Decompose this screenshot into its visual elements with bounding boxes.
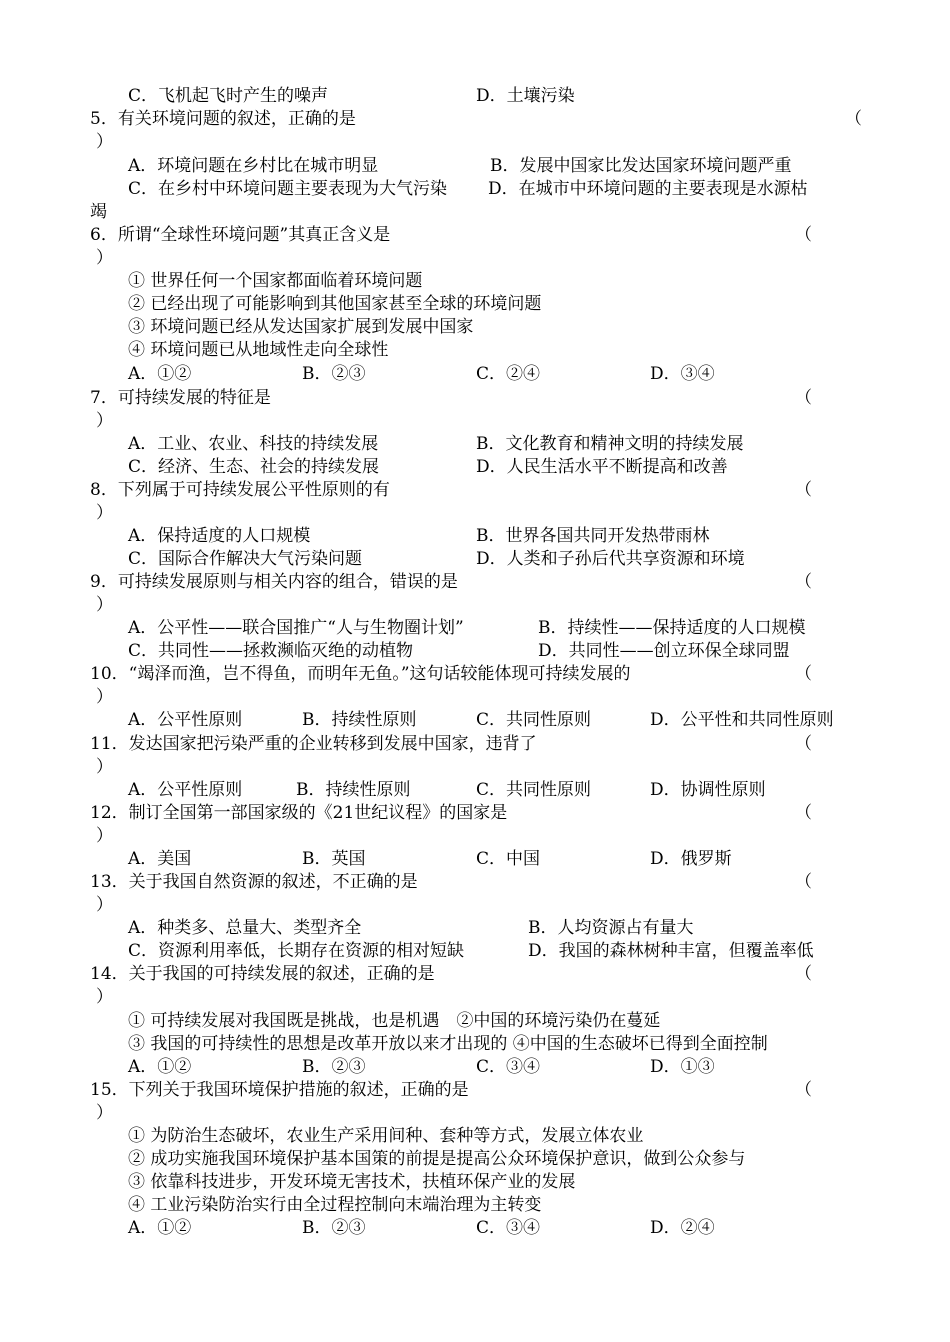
q15-option-b: B．②③ (302, 1218, 366, 1238)
q11-paren-close: ） (96, 757, 113, 777)
q6-paren-close: ） (96, 248, 113, 268)
q13-option-b: B．人均资源占有量大 (528, 918, 694, 938)
q8-option-b: B．世界各国共同开发热带雨林 (476, 526, 710, 546)
q15-paren-open: （ (795, 1080, 812, 1100)
q15-item: ② 成功实施我国环境保护基本国策的前提是提高公众环境保护意识，做到公众参与 (128, 1149, 746, 1169)
q12-paren-close: ） (96, 826, 113, 846)
q6-stem: 6．所谓“全球性环境问题”其真正含义是 (90, 225, 391, 245)
q10-paren-open: （ (795, 664, 812, 684)
q10-option-b: B．持续性原则 (302, 710, 417, 730)
q13-paren-close: ） (96, 895, 113, 915)
q8-option-a: A．保持适度的人口规模 (128, 526, 311, 546)
q14-option-a: A．①② (128, 1057, 192, 1077)
q8-option-d: D．人类和子孙后代共享资源和环境 (476, 549, 745, 569)
q12-option-b: B．英国 (302, 849, 366, 869)
q13-paren-open: （ (795, 872, 812, 892)
q15-item: ③ 依靠科技进步，开发环境无害技术，扶植环保产业的发展 (128, 1172, 576, 1192)
q11-option-d: D．协调性原则 (650, 780, 766, 800)
q12-paren-open: （ (795, 803, 812, 823)
q12-option-c: C．中国 (476, 849, 541, 869)
q8-option-c: C．国际合作解决大气污染问题 (128, 549, 363, 569)
q6-item: ③ 环境问题已经从发达国家扩展到发展中国家 (128, 317, 474, 337)
q15-item: ① 为防治生态破坏，农业生产采用间种、套种等方式，发展立体农业 (128, 1126, 644, 1146)
q9-option-d: D．共同性——创立环保全球同盟 (538, 641, 790, 661)
q6-option-a: A．①② (128, 364, 192, 384)
q10-paren-close: ） (96, 687, 113, 707)
q6-paren-open: （ (795, 225, 812, 245)
q15-item: ④ 工业污染防治实行由全过程控制向末端治理为主转变 (128, 1195, 542, 1215)
q14-option-d: D．①③ (650, 1057, 715, 1077)
q14-option-c: C．③④ (476, 1057, 541, 1077)
q10-option-a: A．公平性原则 (128, 710, 243, 730)
q14-stem: 14．关于我国的可持续发展的叙述，正确的是 (90, 964, 435, 984)
q11-paren-open: （ (795, 734, 812, 754)
q5-stem: 5．有关环境问题的叙述，正确的是 (90, 109, 356, 129)
q7-option-b: B．文化教育和精神文明的持续发展 (476, 434, 744, 454)
q7-stem: 7．可持续发展的特征是 (90, 388, 271, 408)
q6-item: ④ 环境问题已从地域性走向全球性 (128, 340, 389, 360)
q8-paren-close: ） (96, 503, 113, 523)
q12-stem: 12．制订全国第一部国家级的《21世纪议程》的国家是 (90, 803, 508, 823)
q10-option-d: D．公平性和共同性原则 (650, 710, 834, 730)
q6-option-c: C．②④ (476, 364, 541, 384)
q14-option-b: B．②③ (302, 1057, 366, 1077)
q12-option-d: D．俄罗斯 (650, 849, 732, 869)
q8-paren-open: （ (795, 480, 812, 500)
q6-option-b: B．②③ (302, 364, 366, 384)
q13-stem: 13．关于我国自然资源的叙述，不正确的是 (90, 872, 418, 892)
q10-option-c: C．共同性原则 (476, 710, 592, 730)
q14-item: ① 可持续发展对我国既是挑战，也是机遇 ②中国的环境污染仍在蔓延 (128, 1011, 661, 1031)
q7-paren-open: （ (795, 388, 812, 408)
q15-paren-close: ） (96, 1103, 113, 1123)
q7-option-a: A．工业、农业、科技的持续发展 (128, 434, 379, 454)
q9-option-b: B．持续性——保持适度的人口规模 (538, 618, 806, 638)
q7-paren-close: ） (96, 411, 113, 431)
q9-paren-close: ） (96, 595, 113, 615)
q10-stem: 10．“竭泽而渔，岂不得鱼，而明年无鱼。”这句话较能体现可持续发展的 (90, 664, 631, 684)
q14-paren-close: ） (96, 987, 113, 1007)
q7-option-d: D．人民生活水平不断提高和改善 (476, 457, 728, 477)
q8-stem: 8．下列属于可持续发展公平性原则的有 (90, 480, 390, 500)
q4-option-d: D．土壤污染 (476, 86, 575, 106)
q6-item: ② 已经出现了可能影响到其他国家甚至全球的环境问题 (128, 294, 542, 314)
q5-option-d: D．在城市中环境问题的主要表现是水源枯 (488, 179, 808, 199)
q15-option-a: A．①② (128, 1218, 192, 1238)
q15-option-d: D．②④ (650, 1218, 715, 1238)
q5-paren-open: （ (845, 109, 862, 129)
q4-option-c: C．飞机起飞时产生的噪声 (128, 86, 329, 106)
q9-paren-open: （ (795, 572, 812, 592)
q9-option-c: C．共同性——拯救濒临灭绝的动植物 (128, 641, 414, 661)
q15-option-c: C．③④ (476, 1218, 541, 1238)
q7-option-c: C．经济、生态、社会的持续发展 (128, 457, 380, 477)
q14-paren-open: （ (795, 964, 812, 984)
q5-option-d-wrap: 竭 (90, 202, 107, 222)
q14-item: ③ 我国的可持续性的思想是改革开放以来才出现的 ④中国的生态破坏已得到全面控制 (128, 1034, 768, 1054)
q9-option-a: A．公平性——联合国推广“人与生物圈计划” (128, 618, 464, 638)
q5-option-b: B．发展中国家比发达国家环境问题严重 (490, 156, 792, 176)
q11-option-b: B．持续性原则 (296, 780, 411, 800)
q5-option-c: C．在乡村中环境问题主要表现为大气污染 (128, 179, 448, 199)
q9-stem: 9．可持续发展原则与相关内容的组合，错误的是 (90, 572, 458, 592)
q5-option-a: A．环境问题在乡村比在城市明显 (128, 156, 379, 176)
q15-stem: 15．下列关于我国环境保护措施的叙述，正确的是 (90, 1080, 469, 1100)
q6-item: ① 世界任何一个国家都面临着环境问题 (128, 271, 423, 291)
q13-option-a: A．种类多、总量大、类型齐全 (128, 918, 362, 938)
q6-option-d: D．③④ (650, 364, 715, 384)
q5-paren-close: ） (96, 132, 113, 152)
q11-option-a: A．公平性原则 (128, 780, 243, 800)
q11-stem: 11．发达国家把污染严重的企业转移到发展中国家，违背了 (90, 734, 537, 754)
q13-option-c: C．资源利用率低，长期存在资源的相对短缺 (128, 941, 465, 961)
q11-option-c: C．共同性原则 (476, 780, 592, 800)
q12-option-a: A．美国 (128, 849, 192, 869)
q13-option-d: D．我国的森林树种丰富，但覆盖率低 (528, 941, 814, 961)
